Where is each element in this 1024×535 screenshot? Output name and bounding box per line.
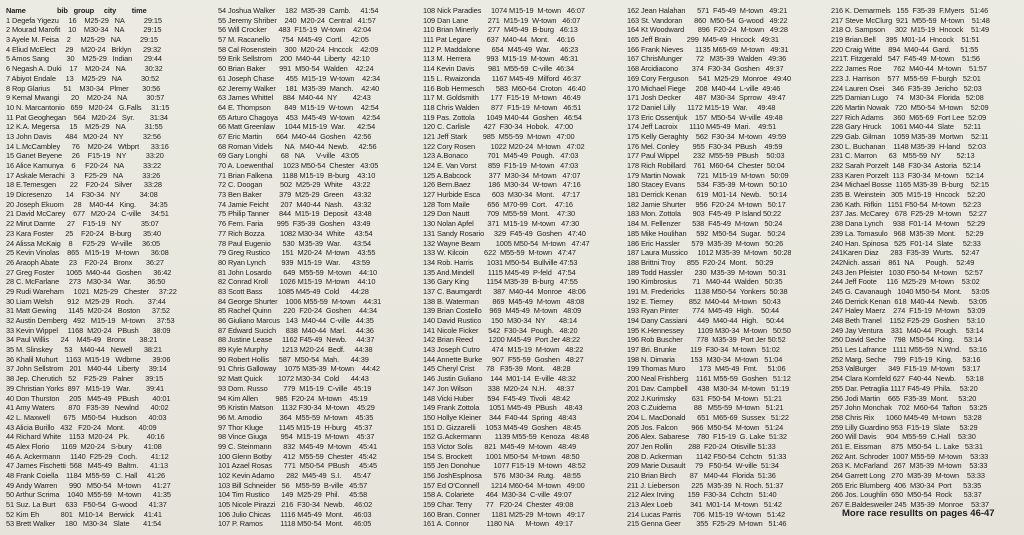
result-row: 244 Jeff Foote 116 M25-29 M-town 53:02 bbox=[831, 277, 980, 287]
result-row: 127 Hurbide Esca 603 M30-34 Mont. 47:17 bbox=[423, 190, 580, 200]
result-row: 166 Frank Nieves 1135 M65-69 M-town 49:31 bbox=[627, 44, 789, 54]
result-row: 77 Rich Bozza 1082 M30-34 White 43:54 bbox=[218, 228, 373, 238]
result-row: 130 Nolan Apfel 371 M15-19 M-town 47:30 bbox=[423, 219, 580, 229]
result-row: 181 Derrick Kenan 619 M01-14 Newb. 50:14 bbox=[627, 190, 787, 200]
result-row: 96 M. Amodio 364 M55-59 M-town 45:35 bbox=[218, 412, 374, 422]
result-row: 28 C. McFarlane 273 M30-34 War. 36:50 bbox=[6, 277, 166, 287]
result-row: 102 Kevin Adamo 282 M45-49 S.I. 45:47 bbox=[218, 471, 371, 480]
result-row: 64 E. Thompson 849 M15-19 W-town 42:54 bbox=[218, 102, 379, 112]
result-row: 20 Joseph Ekuom 28 M40-44 King. 34:35 bbox=[6, 199, 168, 209]
results-column-1 bbox=[6, 6, 177, 529]
result-row: 67 Eric Martin 664 M40-44 Goshen 42:56 bbox=[218, 131, 372, 141]
result-row: 6 Negash A. Duki 17 M20-24 NA 30:32 bbox=[6, 64, 163, 74]
result-row: 220 Craig Witte 894 M40-44 Gard. 51:55 bbox=[831, 44, 979, 54]
result-row: 176 Mel. Conley 955 F30-34 PBush 49:59 bbox=[627, 141, 783, 151]
result-row: 50 Arthur Scrima 1040 M55-59 M-town 41:35 bbox=[6, 490, 171, 500]
result-row: 80 Ryan Lynch 939 M15-19 War. 43:59 bbox=[218, 257, 370, 267]
result-row: 230 L. Buchanan 1148 M35-39 H-land 52:03 bbox=[831, 141, 986, 151]
result-row: 26 Araoph Abate 23 F20-24 Bronx 36:27 bbox=[6, 257, 164, 267]
result-row: 30 Liam Welsh 912 M25-29 Roch. 37:44 bbox=[6, 296, 166, 306]
result-row: 17 Askale Merachi 3 F25-29 NA 33:26 bbox=[6, 170, 161, 180]
result-row: 1 Degefa Yigezu 16 M25-29 NA 29:15 bbox=[6, 15, 162, 25]
result-row: 34 Paul Willis 24 M45-49 Bronx 38:21 bbox=[6, 335, 158, 345]
result-row: 202 J.Kurimsky 631 F50-54 M-town 51:21 bbox=[627, 393, 782, 403]
result-row: 219 Brian.Bell 395 M01-14 Hncock 51:51 bbox=[831, 35, 980, 45]
result-row: 254 Clara Kornfeld 627 F40-44 Newb. 53:18 bbox=[831, 374, 984, 384]
result-row: 10 N. Marcantonio 659 M20-24 G.Falls 31:15 bbox=[6, 102, 170, 112]
result-row: 264 Garrett Long 270 M35-39 M-town 53:33 bbox=[831, 471, 985, 480]
result-row: 97 Thor Kluge 1145 M15-19 H-burg 45:37 bbox=[218, 422, 373, 432]
result-row: 92 Matt Quick 1072 M30-34 Cold 44:43 bbox=[218, 374, 369, 384]
result-row: 120 C. Carlisle 427 F30-34 Hobok. 47:00 bbox=[423, 122, 573, 132]
result-row: 263 K. McFarland 267 M35-39 M-town 53:33 bbox=[831, 461, 988, 471]
result-row: 135 And.Mindell 1115 M45-49 P-feld 47:54 bbox=[423, 267, 576, 277]
result-row: 53 Brett Walker 180 M30-34 Slate 41:54 bbox=[6, 519, 162, 529]
result-row: 170 Michael Fiege 208 M40-44 L-ville 49:46 bbox=[627, 83, 781, 93]
result-row: 54 Joshua Walker 182 M35-39 Camb. 41:54 bbox=[218, 6, 379, 15]
result-row: 52 Kim Eh 801 M10-14 Berwick 41:41 bbox=[6, 509, 162, 519]
result-row: 126 Bern.Baez 186 M30-34 W-town 47:16 bbox=[423, 180, 581, 190]
result-row: 195 K.Hennessey 1109 M30-34 M-town 50:50 bbox=[627, 325, 791, 335]
result-row: 208 D. Ackerman 1142 F50-54 Cchctn 51:33 bbox=[627, 451, 787, 461]
result-row: 2 Mourad Marofit 10 M30-34 NA 29:15 bbox=[6, 25, 162, 35]
result-row: 113 M. Herrera 993 M15-19 M-town 46:31 bbox=[423, 54, 579, 64]
result-row: 72 C. Doogan 502 M25-29 White 43:22 bbox=[218, 180, 371, 190]
result-row: 38 Jep. Cherutich 52 F25-29 Palner 39:15 bbox=[6, 374, 164, 384]
result-row: 136 Gary King 1154 M35-39 B-burg 47:55 bbox=[423, 277, 578, 287]
result-row: 79 Greg Rustico 151 M20-24 M-town 43:55 bbox=[218, 248, 376, 258]
result-row: 76 Fern. Faria 995 F35-39 Goshen 43:49 bbox=[218, 219, 371, 229]
result-row: 199 Thomas Muro 173 M45-49 Fmt. 51:06 bbox=[627, 364, 786, 374]
result-row: 60 Brian Baker 991 M50-54 Walden 42:24 bbox=[218, 64, 374, 74]
result-row: 19 Dicresenzo 14 F30-34 NY 34:08 bbox=[6, 190, 158, 200]
result-row: 212 Alex Irving 159 F30-34 Cchctn 51:40 bbox=[627, 490, 777, 500]
result-row: 243 Jen Pfeister 1030 F50-54 M-town 52:57 bbox=[831, 267, 983, 277]
result-row: 174 Jeff Lacroix 1110 M45-49 Mari. 49:51 bbox=[627, 122, 777, 132]
result-row: 217 Steve McClurg 921 M55-59 M-town 51:48 bbox=[831, 15, 990, 25]
result-row: 221T. Fitzgerald 547 F45-49 M-town 51:56 bbox=[831, 54, 980, 64]
result-row: 251 Les Lafrance 1111 M55-59 N.Wnd. 53:16 bbox=[831, 345, 987, 355]
result-row: 73 Ben Baker 379 M25-29 Green 43:32 bbox=[218, 190, 372, 200]
result-row: 63 James Whittel 884 M40-44 NY 42:43 bbox=[218, 93, 371, 103]
result-row: 197 Bri. Brunke 119 F30-34 M-town 51:02 bbox=[627, 345, 780, 355]
result-row: 200 Neal Frishberg 1161 M55-59 Goshen 51:12 bbox=[627, 374, 791, 384]
result-row: 188 Brittni Troy 855 F20-24 Mont. 50:29 bbox=[627, 257, 774, 267]
result-row: 99 C. Steinmann 832 M45-49 M-town 45:41 bbox=[218, 441, 378, 451]
result-row: 249 Jay Ventura 331 M40-44 Pough. 53:14 bbox=[831, 325, 984, 335]
result-row: 18 E.Temesgen 22 F20-24 Silver 33:28 bbox=[6, 180, 162, 190]
result-row: 119 Pas. Zottola 1049 M40-44 Goshen 46:54 bbox=[423, 112, 582, 122]
result-row: 177 Paul Wippel 232 M55-59 PBush 50:03 bbox=[627, 151, 785, 161]
result-row: 189 Todd Hassler 230 M35-39 M-town 50:31 bbox=[627, 267, 787, 277]
result-row: 240 Han. Spinosa 525 F01-14 Slate 52:33 bbox=[831, 238, 981, 248]
result-row: 95 Kristin Matson 1132 F30-34 M-town 45:29 bbox=[218, 403, 375, 413]
result-row: 260 Will Davis 904 M55-59 C.Hall 53:30 bbox=[831, 432, 976, 442]
result-row: 61 Joseph Chase 455 M15-19 W-town 42:34 bbox=[218, 73, 381, 83]
result-row: 216 K. Demarmels 155 F35-39 F.Myers 51:46 bbox=[831, 6, 989, 15]
result-row: 112 P. Maddalone 654 M45-49 War. 46:23 bbox=[423, 44, 579, 54]
result-row: 55 Jeremy Shriber 240 M20-24 Central 41:57 bbox=[218, 15, 376, 25]
result-row: 160 Bran. Conner 1181 M25-29 M-town 49:17 bbox=[423, 509, 585, 519]
result-row: 125 A.Babcock 377 M30-34 M-town 47:07 bbox=[423, 170, 581, 180]
result-row: 155 Jen Donohue 1077 F15-19 M-town 48:52 bbox=[423, 461, 586, 471]
result-row: 88 Justine Lease 1162 F45-49 Newb. 44:37 bbox=[218, 335, 375, 345]
result-row: 153 Victor Solis 821 M45-49 M-town 48:49 bbox=[423, 441, 577, 451]
result-row: 111 Pat Legare 637 M40-44 Mont. 46:16 bbox=[423, 35, 575, 45]
result-row: 29 Rudi Wareham 1021 M25-29 Chester 37:22 bbox=[6, 286, 177, 296]
result-row: 162 Jean Halahan 571 F45-49 M-town 49:21 bbox=[627, 6, 788, 15]
result-row: 163 St. Vandoran 860 M50-54 G-wood 49:22 bbox=[627, 15, 788, 25]
result-row: 165 Jeff Brain 299 M45-49 Hncock 49:31 bbox=[627, 35, 779, 45]
result-row: 159 Char. Terry 77 F20-24 Chester 49:08 bbox=[423, 500, 574, 510]
result-row: 180 Stacey Evans 534 F35-39 M-town 50:10 bbox=[627, 180, 787, 190]
result-row: 186 Eric Hassler 579 M35-39 M-town 50:26 bbox=[627, 238, 784, 248]
result-row: 198 N. Dimaria 153 M30-34 M-town 51:04 bbox=[627, 354, 783, 364]
result-row: 74 Jamie Feicht 207 M40-44 Nash. 43:32 bbox=[218, 199, 372, 209]
result-row: 258 Chris Rix 1060 M45-49 M-town 53:28 bbox=[831, 412, 982, 422]
result-row: 58 Cal Rosenstein 300 M20-24 Hnccck 42:09 bbox=[218, 44, 379, 54]
result-row: 59 Erik Sellstrom 200 M40-44 Liberty 42:10 bbox=[218, 54, 370, 64]
result-row: 156 JoshEsplnosa 576 M30-34 Rutg. 48:55 bbox=[423, 471, 581, 480]
results-column-5 bbox=[831, 6, 990, 510]
result-row: 151 D. Gizzarelli 1053 M45-49 Goshen 48:45 bbox=[423, 422, 581, 432]
result-row: 32 Austin Demberg 492 M15-19 M-town 37:53 bbox=[6, 316, 175, 325]
result-row: 108 Nick Paradies 1074 M15-19 M-town 46:07 bbox=[423, 6, 585, 15]
result-row: 12 K.A. Megersa 15 M25-29 NA 31:55 bbox=[6, 122, 163, 132]
result-row: 84 George Shurter 1006 M55-59 M-town 44:31 bbox=[218, 296, 382, 306]
result-row: 114 Kevin Davis 981 M55-59 C-ville 46:34 bbox=[423, 64, 575, 74]
result-row: 242Nich. assari 861 NA Pough. 52:49 bbox=[831, 257, 975, 267]
result-row: 207 Jen Rollin 288 F20-24 Otisville 51:33 bbox=[627, 441, 776, 451]
result-row: 150 Hollye Kleiner 344 F40-44 Spring 48:43 bbox=[423, 412, 577, 422]
result-row: 103 Bill Schneider 56 M55-59 B-ville 45:57 bbox=[218, 480, 368, 490]
result-row: 109 Dan Lane 271 M15-19 W-town 46:07 bbox=[423, 15, 581, 25]
result-row: 21 David McCarey 677 M20-24 C-ville 34:51 bbox=[6, 209, 169, 219]
result-row: 51 Suz. La Burt 633 F50-54 G-wood 41:37 bbox=[6, 500, 167, 510]
result-row: 69 Gary Longhi 68 NA V-ville 43:05 bbox=[218, 151, 359, 161]
result-row: 235 B. Weinstein 305 M15-19 Hncock 52:20 bbox=[831, 190, 986, 200]
result-row: 8 Rop Glarius 51 M30-34 Plmer 30:56 bbox=[6, 83, 161, 93]
result-row: 261 E. Eissman 875 M50-54 L. Lake 53:31 bbox=[831, 441, 983, 451]
result-row: 23 Kara Foster 25 F20-24 B-burg 35:40 bbox=[6, 228, 162, 238]
result-row: 256 Jodi Martin 665 F35-39 Mont. 53:20 bbox=[831, 393, 977, 403]
result-row: 223 J. Harrison 577 M55-59 F-burgh 52:01 bbox=[831, 73, 981, 83]
result-row: 224 Lauren Osei 346 F35-39 Jericho 52:03 bbox=[831, 83, 982, 93]
result-row: 227 Rich Adams 360 M65-69 Fort Lee 52:09 bbox=[831, 112, 987, 122]
result-row: 193 Ryan Pinter 774 M45-49 High. 50:44 bbox=[627, 306, 780, 316]
result-row: 233 Karen Porzelt 113 F30-34 M-town 52:14 bbox=[831, 170, 984, 180]
result-row: 41 Amy Waters 870 F35-39 Newlnd 40:02 bbox=[6, 403, 169, 413]
result-row: 91 Chris Galloway 1075 M35-39 M-town 44:42 bbox=[218, 364, 380, 374]
result-row: 257 John Monchak 702 M60-64 Tafton 53:25 bbox=[831, 403, 988, 413]
result-row: 123 A.Bonaco 701 M45-49 Pough. 47:03 bbox=[423, 151, 579, 161]
result-row: 241Karen Diaz 283 F35-39 Wurts. 52:47 bbox=[831, 248, 980, 258]
result-row: 238 Dana Lynch 938 F01-14 M-town 52:29 bbox=[831, 219, 986, 229]
more-results-note: More race resullts on pages 46-47 bbox=[842, 508, 995, 519]
result-row: 204 L. MacDonald 651 M65-69 Sussex 51:22 bbox=[627, 412, 789, 422]
result-row: 11 Pat Geoghegan 564 M20-24 Syr. 31:34 bbox=[6, 112, 168, 122]
result-row: 141 Nicole Ficker 542 F30-34 Pough. 48:20 bbox=[423, 325, 578, 335]
result-row: 5 Amos Sang 30 M25-29 Indian 29:44 bbox=[6, 54, 162, 64]
result-row: 245 G. Cavanaugh 1040 M50-54 Mont. 53:05 bbox=[831, 286, 990, 296]
result-row: 209 Marie Dusault 79 F50-54 W-ville 51:34 bbox=[627, 461, 779, 471]
result-row: 27 Greg Foster 1065 M40-44 Goshen 36:42 bbox=[6, 267, 172, 277]
result-row: 215 Genna Geer 355 F25-29 M-town 51:46 bbox=[627, 519, 787, 529]
result-row: 82 Conrad Kroll 1026 M15-19 M-town 44:10 bbox=[218, 277, 376, 287]
result-row: 78 Paul Eugenio 530 M35-39 War. 43:54 bbox=[218, 238, 371, 248]
result-row: 147 Jon Wilson 338 M20-24 N.H. 48:37 bbox=[423, 383, 575, 393]
result-row: 68 Roman Videls NA M40-44 Newb. 42:56 bbox=[218, 141, 377, 151]
result-row: 3 Ayele M. Feisa 2 M25-29 NA 29:15 bbox=[6, 35, 158, 45]
result-row: 143 Joseph Cutro 474 M15-19 M-town 48:22 bbox=[423, 345, 584, 355]
result-row: 37 John Sellstrom 201 M40-44 Liberty 39:14 bbox=[6, 364, 167, 374]
result-row: 164 Kt Woodward 896 F20-24 M-town 49:28 bbox=[627, 25, 788, 35]
result-row: 203 C.Zuidema 88 M55-59 M-town 51:21 bbox=[627, 403, 784, 413]
result-row: 234 Michael Bosse 1165 M35-39 B-burg 52:15 bbox=[831, 180, 989, 190]
result-row: 175 Kelly Geraghty 562 F30-34 M-town 49:59 bbox=[627, 131, 787, 141]
result-row: 149 Frank Zottola 1051 M45-49 PBush 48:43 bbox=[423, 403, 583, 413]
result-row: 70 A. Loewenthal 1023 M50-54 Chester 43:05 bbox=[218, 161, 379, 170]
result-row: 167 ChrisMunger 72 M35-39 Walden 49:36 bbox=[627, 54, 787, 64]
result-row: 137 C. Baumgardt 387 M40-44 Monroe 48:06 bbox=[423, 286, 586, 296]
result-row: 133 W. Kilcoin 622 M55-59 M-town 47:47 bbox=[423, 248, 576, 258]
result-row: 229 Gab. Gilman 1059 M35-39 Mortwn 52:11 bbox=[831, 131, 989, 141]
result-row: 142 Brian Reed 1200 M45-49 Port Jer 48:22 bbox=[423, 335, 580, 345]
result-row: 239 La. Tomasulo 968 M35-39 Mont. 52:29 bbox=[831, 228, 984, 238]
result-row: 81 John Losardo 649 M55-59 M-town 44:10 bbox=[218, 267, 378, 277]
result-row: 161 A. Connor 1180 NA M-town 49:17 bbox=[423, 519, 573, 529]
result-row: 237 Jas. McCarey 678 F25-29 M-town 52:27 bbox=[831, 209, 987, 219]
result-row: 107 P. Ramos 1118 M50-54 Mont. 46:05 bbox=[218, 519, 372, 529]
result-row: 266 Jos. Loughlin 650 M50-54 Rock 53:37 bbox=[831, 490, 982, 500]
result-row: 75 Philip Tanner 844 M15-19 Deposit 43:48 bbox=[218, 209, 372, 219]
result-row: 98 Vince Giuga 954 M15-19 M-town 45:37 bbox=[218, 432, 375, 442]
result-row: 222 James Roe 762 M40-44 M-town 51:57 bbox=[831, 64, 987, 74]
result-row: 24 Alissa McKaig 8 F25-29 W-ville 36:05 bbox=[6, 238, 161, 248]
result-row: 101 Azael Rosas 771 M50-54 PBush 45:45 bbox=[218, 461, 378, 471]
result-row: 247 Haley Maerz 274 F15-19 M-town 53:09 bbox=[831, 306, 986, 316]
result-row: 16 Alice Kamunya 6 F20-24 NA 33:22 bbox=[6, 161, 162, 170]
result-row: 89 Kyle Murphy 1213 M20-24 Bedf. 44:38 bbox=[218, 345, 373, 355]
result-row: 218 O. Sampson 302 M15-19 Hncock 51:49 bbox=[831, 25, 989, 35]
result-row: 86 Giuliano Marcus 143 M40-44 C-ville 44:35 bbox=[218, 316, 374, 325]
result-row: 83 Scott Bass 1085 M45-49 Cold 44:28 bbox=[218, 286, 369, 296]
result-row: 231 C. Marron 63 M55-59 NY 52:13 bbox=[831, 151, 975, 161]
result-row: 104 Tim Rustico 149 M25-29 Phil. 45:58 bbox=[218, 490, 368, 500]
result-row: 132 Wayne Beam 1005 M50-54 M-town 47:47 bbox=[423, 238, 590, 248]
result-row: 192 E. Tierney 852 M40-44 M-town 50:43 bbox=[627, 296, 781, 306]
result-row: 31 Matt Gewing 1145 M20-24 Boston 37:52 bbox=[6, 306, 170, 316]
result-row: 214 Lucas Parris 706 M15-19 W-town 51:42 bbox=[627, 509, 786, 519]
result-row: 93 Dom. Russo 779 M15-19 C-ville 45:19 bbox=[218, 383, 372, 393]
result-row: 211 J. Lieberson 225 M35-39 N. Roch. 51:37 bbox=[627, 480, 784, 490]
result-row: 134 Rob. Harris 1031 M50-54 Bullville 47:53 bbox=[423, 257, 578, 267]
result-row: 172 Daniel Lilly 1172 M15-19 War. 49:48 bbox=[627, 102, 776, 112]
result-row: 228 Gary Hruck 1061 M40-44 Slate 52:11 bbox=[831, 122, 982, 132]
result-row: 110 Brian Minerly 277 M45-49 B-burg 46:13 bbox=[423, 25, 578, 35]
result-row: 262 Ant. Schroder 1007 M55-59 M-town 53:33 bbox=[831, 451, 989, 461]
result-row: 178 Rich Robillard 761 M60-64 Chester 50:04 bbox=[627, 161, 785, 170]
result-row: 45 Alex Florio 1169 M20-24 S-bury 41:08 bbox=[6, 441, 162, 451]
result-row: 259 Lilly Guardino 953 F15-19 Slate 53:29 bbox=[831, 422, 978, 432]
result-row: 169 Cory Ferguson 541 M25-29 Monroe 49:40 bbox=[627, 73, 791, 83]
result-row: 47 James Fischetti 568 M45-49 Baltm. 41:13 bbox=[6, 461, 168, 471]
result-row: 154 S. Brockett 1001 M50-54 M-town 48:50 bbox=[423, 451, 580, 461]
result-row: 116 Bob Hermesch 583 M60-64 Croton 46:40 bbox=[423, 83, 586, 93]
result-row: 140 David Rustico 150 M30-34 NY 48:14 bbox=[423, 316, 577, 325]
result-row: 248 Beth Tranel 1152 F25-29 Goshen 53:10 bbox=[831, 316, 985, 325]
result-row: 48 Frank Coiella 1184 M55-59 C. Hall 41:26 bbox=[6, 471, 165, 480]
result-row: 253 ValBurger 349 F15-19 M-town 53:17 bbox=[831, 364, 981, 374]
result-row: 157 Ed O'Connell 1214 M60-64 M-town 49:00 bbox=[423, 480, 585, 490]
result-row: 106 Julio Chicas 1116 M45-49 Mont. 46:03 bbox=[218, 509, 372, 519]
results-header: Name bib group city time bbox=[6, 6, 147, 15]
result-row: 57 M. Racanello 754 M45-49 Cortl. 42:05 bbox=[218, 35, 369, 45]
result-row: 267 E.Baldesweiler 245 M35-39 Monroe 53:37 bbox=[831, 500, 989, 510]
result-row: 115 L. Rwaizonda 1167 M45-49 Milford 46:37 bbox=[423, 73, 581, 83]
result-row: 90 Robert Hollis 587 M50-54 Mah. 44:39 bbox=[218, 354, 369, 364]
results-column-2 bbox=[218, 6, 381, 529]
result-row: 250 David Seche 798 M50-54 King. 53:14 bbox=[831, 335, 983, 345]
result-row: 146 Justin Guliano 144 M01-14 E-ville 48:32 bbox=[423, 374, 576, 384]
result-row: 206 Alex. Sabarese 780 F15-19 G. Lake 51:32 bbox=[627, 432, 787, 442]
result-row: 66 Matt Greenlaw 1044 M15-19 War. 42:54 bbox=[218, 122, 376, 132]
result-row: 173 Eric Ossentjuk 157 M50-54 W-ville 49:48 bbox=[627, 112, 783, 122]
result-row: 144 Annette Burke 907 F55-59 Goshen 48:27 bbox=[423, 354, 584, 364]
result-row: 213 Alex Loeb 341 M01-14 M-town 51:42 bbox=[627, 500, 782, 510]
result-row: 128 Tom Maile 656 M70-99 Cort. 47:16 bbox=[423, 199, 573, 209]
result-row: 122 Cory Rosen 1022 M20-24 M-town 47:02 bbox=[423, 141, 585, 151]
result-row: 22 Mirut Damte 27 F15-19 NY 35:07 bbox=[6, 219, 159, 229]
result-row: 117 M. Goldsmith 177 F15-19 M-town 46:49 bbox=[423, 93, 581, 103]
result-row: 232 Sarah Porzelt 148 F30-34 Astoria 52:14 bbox=[831, 161, 981, 170]
result-row: 152 G.Ackermann 1139 M55-59 Kenoza 48:48 bbox=[423, 432, 589, 442]
result-row: 13 John Davis 484 M20-24 NY 32:56 bbox=[6, 131, 161, 141]
result-row: 138 B. Waterman 869 M45-49 M-town 48:08 bbox=[423, 296, 585, 306]
result-row: 187 Laura Mussico 1012 M35-39 M-town 50:28 bbox=[627, 248, 792, 258]
result-row: 182 Jamie Shurter 956 F20-24 M-town 50:17 bbox=[627, 199, 786, 209]
result-row: 36 Khalil Muhurt 1163 M15-19 Wdbrne 39:06 bbox=[6, 354, 171, 364]
result-row: 100 Glenn Botby 412 M55-59 Chester 45:42 bbox=[218, 451, 377, 461]
results-column-4 bbox=[627, 6, 791, 529]
result-row: 46 A. Ackermann 1140 F25-29 Coch. 41:12 bbox=[6, 451, 169, 461]
result-row: 158 A. Colariete 464 M30-34 C-ville 49:07 bbox=[423, 490, 572, 500]
result-row: 252 Marg. Seche 799 F15-19 King. 53:16 bbox=[831, 354, 981, 364]
result-row: 121 Jeff Stark 985 M55-59 M-town 47:00 bbox=[423, 131, 575, 141]
result-row: 35 M. Slinskey 53 M40-44 Newell 38:21 bbox=[6, 345, 162, 355]
result-row: 87 Edward Sucich 838 M40-44 Marl. 44:36 bbox=[218, 325, 374, 335]
result-row: 179 Martin Nowak 721 M15-19 M-town 50:09 bbox=[627, 170, 789, 180]
result-row: 49 Andy Warren 990 M50-54 M-town 41:27 bbox=[6, 480, 171, 490]
result-row: 145 Cheryl Crist 78 F35-39 Mont. 48:28 bbox=[423, 364, 571, 374]
result-row: 43 Alicia Burillo 432 F20-24 Mont. 40:09 bbox=[6, 422, 157, 432]
result-row: 105 Nicole Pirazzi 216 F30-34 Newb. 46:02 bbox=[218, 500, 373, 510]
result-row: 183 Mon. Zottola 903 F45-49 P Island 50:22 bbox=[627, 209, 781, 219]
result-row: 9 Kemal Mwangi 20 M20-24 NA 30:57 bbox=[6, 93, 165, 103]
result-row: 246 Derrick Kenan 618 M40-44 Newb. 53:05 bbox=[831, 296, 987, 306]
result-row: 265 Eric Blumberg 406 M30-34 Port 53:35 bbox=[831, 480, 982, 490]
result-row: 71 Brian Falkena 1188 M15-19 B-burg 43:10 bbox=[218, 170, 376, 180]
result-row: 139 Brian Costello 969 M45-49 M-town 48:09 bbox=[423, 306, 582, 316]
results-column-3 bbox=[423, 6, 590, 529]
result-row: 191 M. Fredericks 1138 M50-54 Yonkers 50:38 bbox=[627, 286, 788, 296]
result-row: 25 Kevin Vinolas 865 M15-19 M-town 36:08 bbox=[6, 248, 169, 258]
result-row: 210 Brian Birch 87 M40-44 Florida 51:36 bbox=[627, 471, 776, 480]
result-row: 4 Eliud McElect 29 M20-24 Brklyn 29:32 bbox=[6, 44, 162, 54]
result-row: 33 Kevin Wippel 1168 M20-24 PBush 38:09 bbox=[6, 325, 171, 335]
result-row: 168 Arcidiacono 374 F30-34 Goshen 49:37 bbox=[627, 64, 784, 74]
result-row: 194 Dany Cassiani 449 M40-44 High. 50:44 bbox=[627, 316, 784, 325]
result-row: 185 Mike Houlihan 592 M50-54 Sugar. 50:24 bbox=[627, 228, 786, 238]
result-row: 148 Vicki Huber 594 F45-49 Tivoli 48:42 bbox=[423, 393, 570, 403]
result-row: 225 Damian Lugo 74 M30-34 Florida 52:08 bbox=[831, 93, 984, 103]
result-row: 56 Will Crocker 483 F15-19 W-town 42:04 bbox=[218, 25, 372, 35]
result-row: 42 L. Maxwell 675 M50-54 Hudson 40:03 bbox=[6, 412, 167, 422]
result-row: 131 Sandy Rosario 329 F45-49 Goshen 47:40 bbox=[423, 228, 586, 238]
result-row: 236 Kath. Rifkin 1151 F50-54 M-town 52:23 bbox=[831, 199, 982, 209]
result-row: 65 Arturo Chagoya 453 M45-49 W-town 42:54 bbox=[218, 112, 381, 122]
result-row: 118 Chris Walden 877 F15-19 M-town 46:51 bbox=[423, 102, 582, 112]
result-row: 196 Rob Buscher 778 M35-39 Port Jer 50:52 bbox=[627, 335, 786, 345]
result-row: 40 Don Thurston 205 M45-49 PBush 40:01 bbox=[6, 393, 171, 403]
result-row: 44 Richard White 1153 M20-24 Pk. 40:16 bbox=[6, 432, 165, 442]
result-row: 171 Josh Decker 487 M30-34 Sprrow 49:47 bbox=[627, 93, 786, 103]
result-row: 85 Rachel Quinn 220 F20-24 Goshen 44:34 bbox=[218, 306, 378, 316]
result-row: 201 Dav. Campbell 438 M30-34 M-town 51:19 bbox=[627, 383, 790, 393]
result-row: 129 Don Nautt 709 M55-59 Mont. 47:30 bbox=[423, 209, 576, 219]
result-row: 205 Jos. Falcon 966 M50-54 M-town 51:24 bbox=[627, 422, 784, 432]
result-row: 124 E. Van Vorst 859 F15-19 M-town 47:03 bbox=[423, 161, 579, 170]
result-row: 190 Kimbrosius 71 M40-44 Walden 50:35 bbox=[627, 277, 783, 287]
result-row: 62 Jeremy Walker 181 M35-39 Manch. 42:40 bbox=[218, 83, 380, 93]
result-row: 39 Christian Yorks 897 M15-19 War. 39:41 bbox=[6, 383, 165, 393]
result-row: 184 M. Fellenzer 538 F45-49 M-town 50:24 bbox=[627, 219, 783, 229]
result-row: 94 Kim Allen 985 F20-24 M-town 45:19 bbox=[218, 393, 368, 403]
result-row: 14 L.McCambley 76 M20-24 Wtbprt 33:16 bbox=[6, 141, 169, 151]
result-row: 226 Martin Nowak 720 M50-54 M-town 52:09 bbox=[831, 102, 989, 112]
result-row: 255 Dar. Petraglia 1117 F45-49 Phila. 53:20 bbox=[831, 383, 978, 393]
result-row: 15 Ganet Beyene 26 F15-19 NY 33:20 bbox=[6, 151, 164, 161]
result-row: 7 Abiyot Endale 13 M25-29 NA 30:52 bbox=[6, 73, 159, 83]
